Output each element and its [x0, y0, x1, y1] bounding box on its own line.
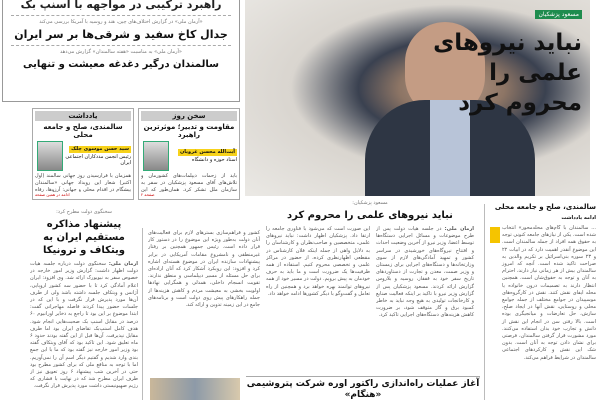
column-rule	[142, 228, 143, 400]
article-column-1	[376, 226, 474, 372]
author-photo	[37, 141, 63, 171]
opinion-title[interactable]: سالمندی، صلح و جامعه محلی	[43, 123, 123, 139]
column-rule	[484, 204, 485, 400]
divider	[11, 15, 231, 16]
article-bottom-headline[interactable]: آغاز عملیات راه‌اندازی راکتور اوره شرکت پتروشیمی «هنگام»	[246, 379, 480, 400]
divider	[246, 376, 480, 377]
author-row	[35, 141, 131, 171]
author-info	[63, 146, 131, 166]
lead: آرمان ملی:	[108, 261, 138, 267]
name-badge: مسعود پزشکیان	[535, 10, 582, 19]
lead: آرمان ملی:	[444, 226, 474, 232]
article-pezeshkian	[266, 200, 474, 222]
article-right-column	[488, 203, 596, 400]
article-negotiation	[30, 206, 138, 391]
article-headline[interactable]: سالمندی، صلح و جامعه محلی	[494, 203, 596, 211]
kicker: «آرمان ملی» به مناسبت «هفته سالمندان» گزارش می‌دهد	[60, 49, 182, 55]
author-row	[141, 141, 237, 171]
author-role: رئیس انجمن مددکاران اجتماعی ایران	[65, 154, 131, 166]
author-name: آیت‌الله محسن غرویان	[180, 149, 235, 155]
opinion-box-right	[138, 108, 240, 200]
subheading: ادامه یادداشت	[561, 215, 596, 221]
divider	[11, 45, 231, 46]
article-headline[interactable]: پیشنهاد مذاکره مستقیم ایران به ویتکاف و ترونیکا	[42, 219, 126, 256]
author-info	[169, 149, 237, 163]
petrochemical-photo[interactable]	[150, 378, 240, 400]
headline-white-house[interactable]: جدال کاخ سفید و شرقی‌ها بر سر ایران	[14, 28, 228, 41]
article-body: ... سالمندان با گام‌های محله‌محور» انتخاب شده است. یکی از نیازهای جامعه کنونی توجه به حقوق همه افراد از جمله سالمندان است. این موضوع آنقدر اهمیت دارد که در ابیات ۲۲ و ۲۳ سوره بنی‌اسرائیل بر تکریم والدین به صراحت تاکید شده است. آنچه که امروز سالمندان بیش از هر زمانی نیاز دارند، احترام به آنان و توجه به حقوق‌شان است. همچنین انتظار دارند به تصمیمات درون خانواده یا محله ایفای نقش کنند. نقش در کارگروه‌های موسپیدان در جوامع مختلف از جمله جوامع محلی و روستایی، نقش آنها در ایجاد صلح، سازش، حل تعارضات و میانجیگری بوده است. بالا رفتن سن در انجام این نقش از دانش و تجارب خود بدان استفاده می‌کنند. مورد مشورت قرار گرفتن سالمندان، فرصتی برای نشان دادن توجه به آنان است. بدون شک این نقش و کارکردهای اجتماعی سالمندان در شرایط فراهم می‌کند.	[502, 225, 596, 361]
opinion-body: همزمان با فرارسیدن روز جهانی سالمند (اول اکتبر) شعار این رویداد جهانی «سالمندان پیشگام در اقدام محلی و جهانی: آرزوها، رفاه	[35, 173, 131, 192]
author-role: استاد حوزه و دانشگاه	[191, 157, 237, 163]
hero-headline[interactable]: نباید نیروهای علمی را محروم کرد	[433, 30, 582, 116]
section-label: سخن روز	[141, 111, 237, 121]
section-label: یادداشت	[35, 111, 131, 121]
continue-link[interactable]: صفحه ۲	[141, 192, 155, 197]
article-column-2: این صورت است که می‌شود با فناوری جامعه را ارتقا داد. پزشکیان اظهار داشت: نباید نیروهای علمی، متخصصین و صاحب‌نظران و کارشناسان را به دلایل واهی از جمله اینکه فلان کارشناس در مقطعی اظهارنظری کرده، از حضور در مراکز علمی و تخصصی محروم کنیم. استفاده از همه ظرفیت‌ها یک ضرورت است و ما باید به حرف خودمان به پیش برویم. دولت در مسیر خود از همه نیروهای توانمند بهره خواهد برد و همچنین از راه تعامل و گفت‌وگو با دیگر کشورها ادامه خواهد داد.	[266, 226, 370, 297]
article-body	[30, 261, 138, 391]
opinion-title[interactable]: مقاومت و تدبیر؛ موثرترین راهبرد	[143, 123, 235, 139]
kicker: مسعود پزشکیان:	[352, 200, 388, 206]
kicker: سخنگوی دولت مطرح کرد:	[56, 209, 112, 215]
opinion-box-left	[32, 108, 134, 200]
hero-photo[interactable]	[245, 0, 590, 196]
author-name: سید حسن موسوی چلک	[71, 146, 129, 152]
newspaper-logo-icon	[490, 227, 500, 243]
body-text: در جلسه هیأت دولت پس از طرح موضوعات و مسائل اجرایی دستگاه‌ها توسط اعضا، وزیر نیرو از آخرین وضعیت احداث و افتتاح نیروگاه‌های خورشیدی در سراسر کشور و تمهید آمادگی‌های لازم از سوی وزارتخانه‌ها و دستگاه‌های اجرایی برای زمستان و وزیر صمت، معدن و تجارت از دستاوردهای تاریخ سفر خود به قفقاز، روسیه و بلاروس گزارش ارائه کردند. مسعود پزشکیان پس از گزارش وزیر نیرو با تاکید بر اینکه فعالیت صنایع و کارخانجات تولیدی به هیچ وجه نباید به خاطر کمبود برق و گاز متوقف شود، بر ضرورت کاهش هزینه‌های دستگاه‌های اجرایی تاکید کرد.	[376, 226, 474, 319]
kicker: «آرمان ملی» در گزارش اختلاف‌های چین، هند و روسیه با آمریکا بررسی می‌کند	[39, 19, 203, 25]
opinion-body: باید از زحمات دیپلمات‌های کشورمان و تلاش‌های آقای مسعود پزشکیان در سفر به سازمان ملل تشکر کرد. همان‌طور که این	[141, 173, 237, 192]
headlines-box	[2, 0, 240, 102]
headline-elderly[interactable]: سالمندان درگیر دغدغه معیشت و تنهایی	[23, 59, 219, 70]
author-photo	[143, 141, 169, 171]
article-headline[interactable]: نباید نیروهای علمی را محروم کرد	[287, 210, 453, 221]
headline-snapback[interactable]: راهبرد ترکیبی در مواجهه با اسنپ بک	[20, 0, 222, 11]
continue-link[interactable]: ادامه در همین صفحه	[35, 192, 70, 197]
body-text: سخنگوی دولت درباره جلسه هیأت دولت اظهار داشت: گزارش وزیر امور خارجه در خصوص سفر به نیویورک ارائه شد. وی افزود: ایران اعلام آمادگی کرد تا با حضور سه کشور اروپایی، آژانس و ویتکاف جلسه داشته باشد ولی از طرف آن‌ها مورد پذیرش قرار نگرفت و با این که در جلسات حضور پیدا کردند فاصله مهاجرانی گفت: ابتدا موضوع بر این بود تا راجع به ذخایر اورانیوم ۶۰ درصد در مقابل اسنپ بک صحبت‌هایی انجام شود. هدف کامل اسنپ‌بک تقاضای ایران بود اما طرف مقابل نپذیرفت. آن‌ها قبل از این گفته بودند حدود ۶ ماه تعلیق شود. این تاکید بود که آقای ویتکاف گفته بود وزیر امور خارجه نیز گفته بود که ما با این جمع بندی وارد شدیم و گفتیم دیگر اسم آن را نمی‌آوریم. اما با توجه به منافع ملی که برای کشور مطرح بود حتی در آخرین شب پیشنهاد ۶ روز تعویق نیز از طرف ایران مطرح شد که در نهایت با فشاری که رژیم صهیونیستی داشت مورد پذیرش قرار نگرفت.	[30, 261, 138, 390]
article-column-3: کشور و فراهم‌سازی بسترهای لازم برای فعالیت‌های آنان دولت به‌طور ویژه این موضوع را در دستور کار قرار داده است. رئیس جمهور همچنین بر رفتار غیرمنطقی و نامشروع مقامات آمریکایی در برابر پیشنهادات سازنده ایران در موضوع هسته‌ای اشاره کرد و افزود: این رویکرد آشکار کرد که آنان اراده‌ای برای حل مسئله از مسیر دیپلماسی و منطق ندارند. تقویت انسجام داخلی، همدلی و همگرایی نهادها اولویت بخشی به معیشت مردم و کاهش هزینه‌ها از جمله راهکارهای پیش روی دولت است و برنامه‌های جامع در این زمینه تدوین و ارائه کند.	[148, 230, 260, 309]
